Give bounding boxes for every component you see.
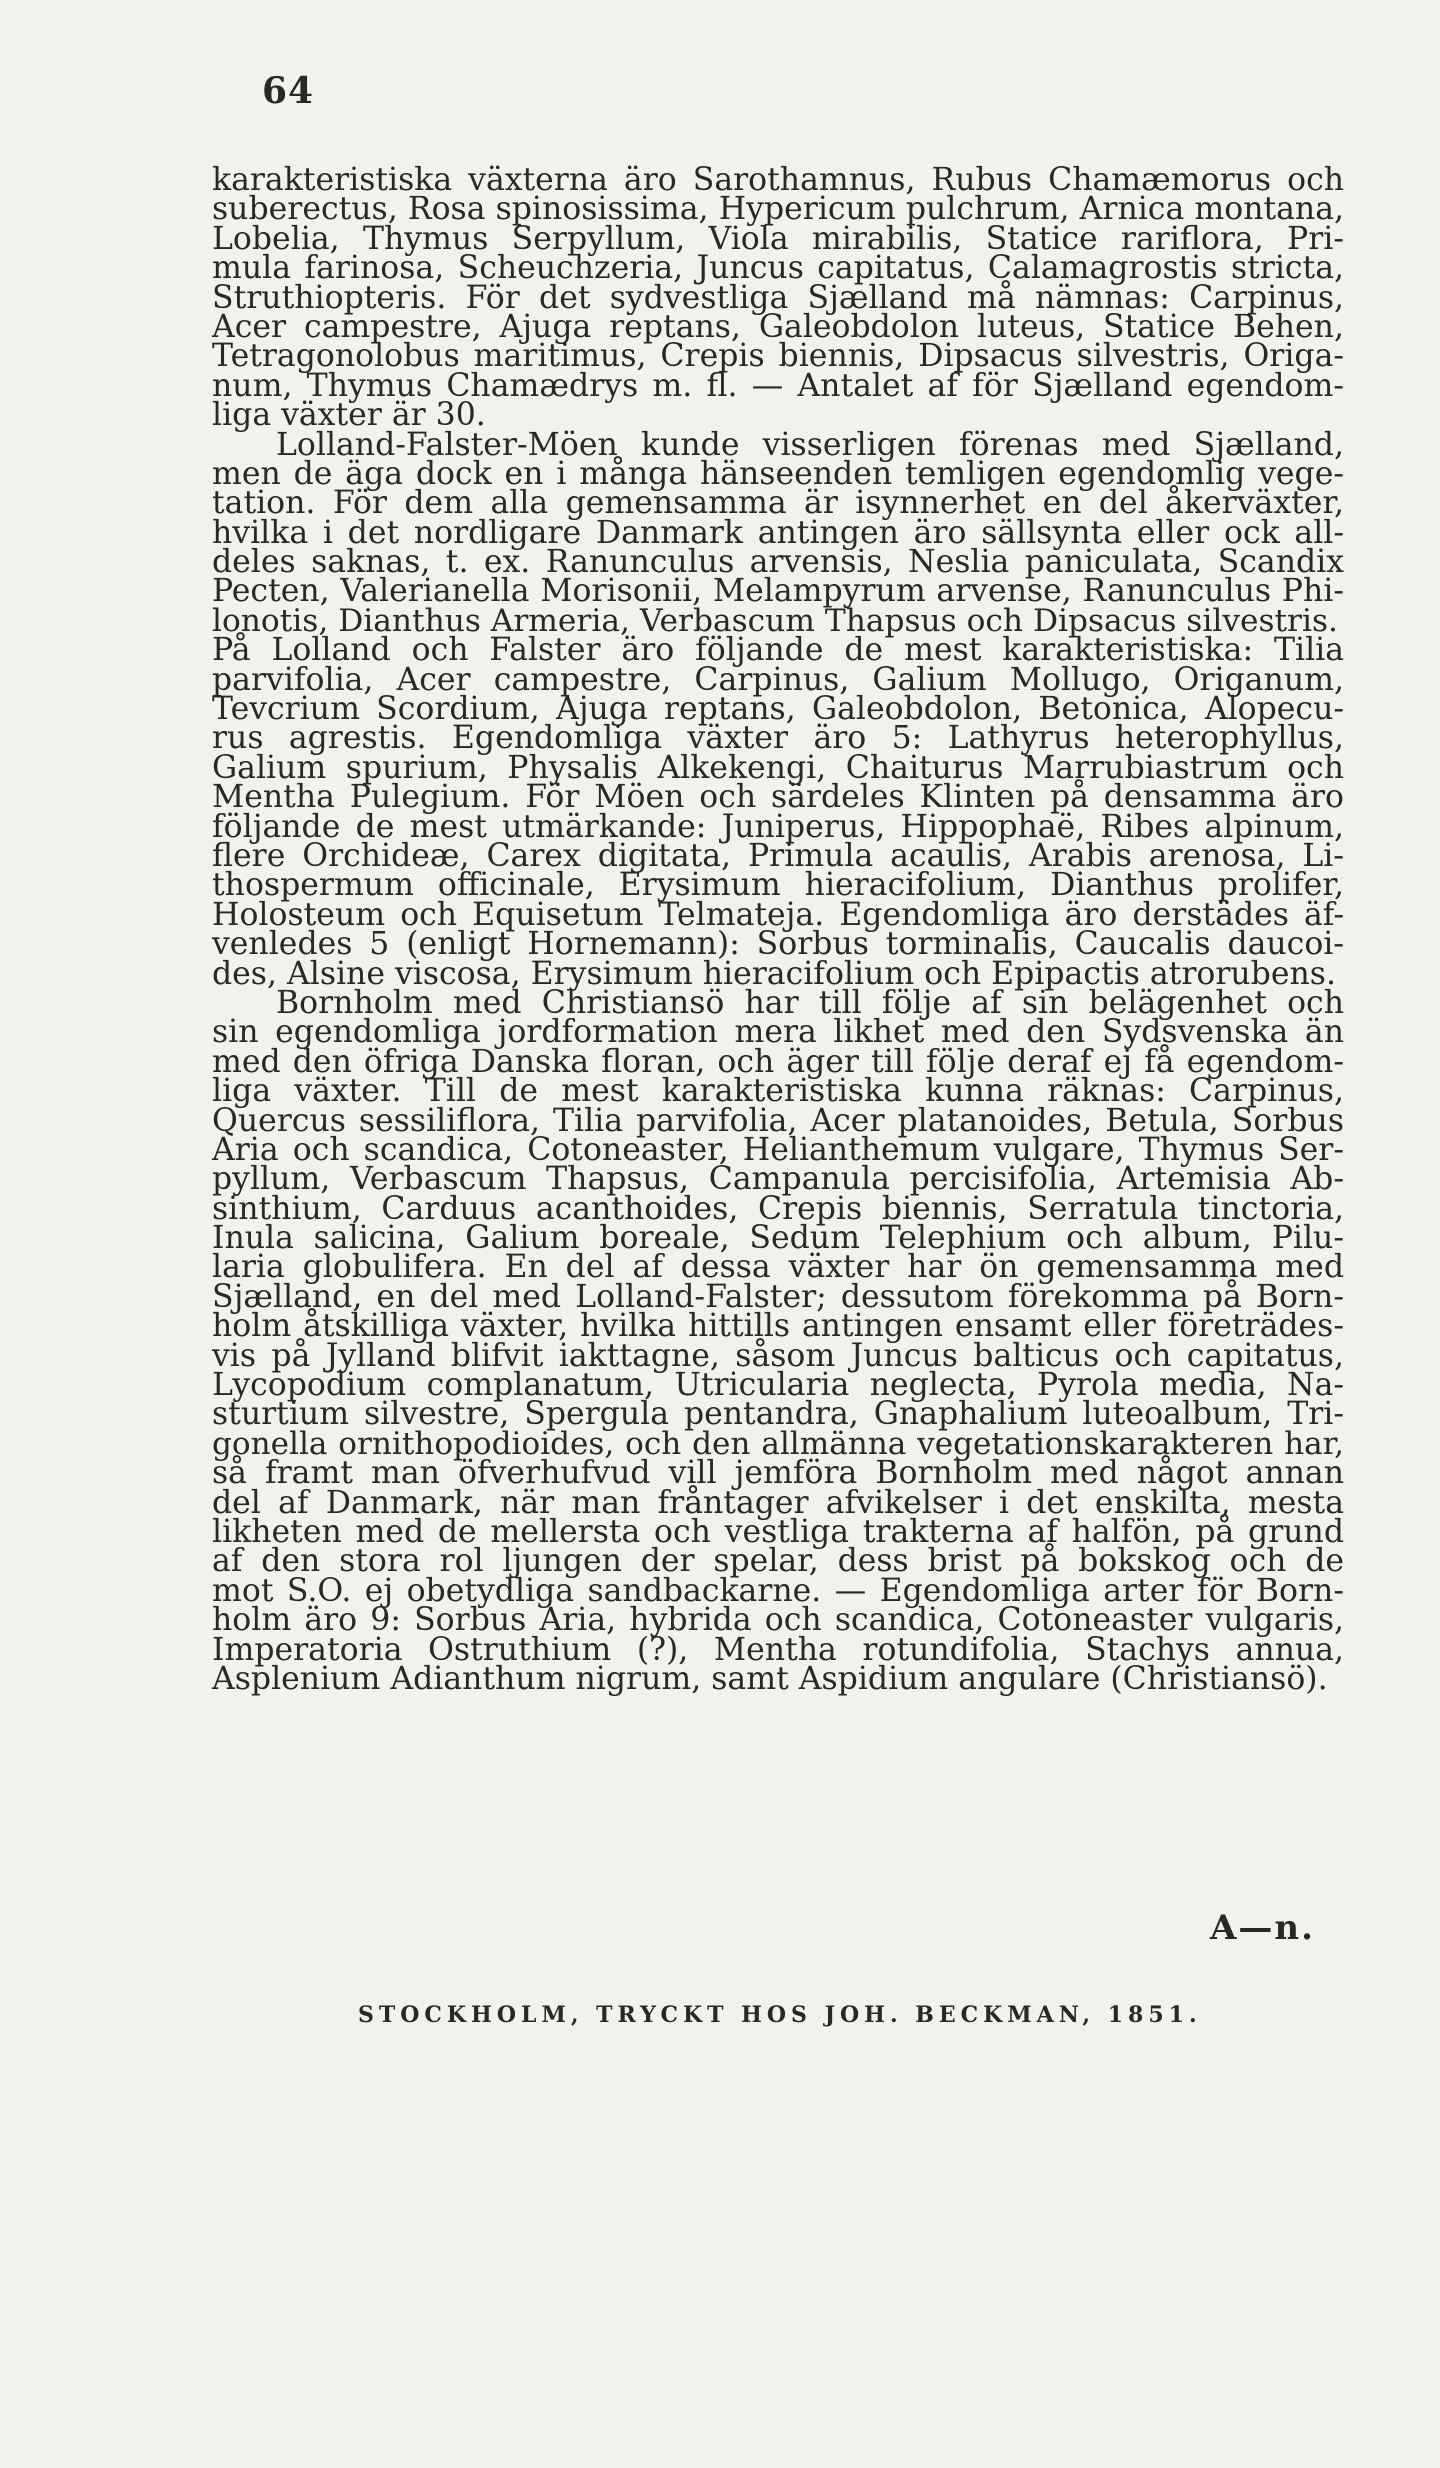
text-line: Asplenium Adianthum nigrum, samt Aspidium angulare (Christiansö). bbox=[212, 1660, 1328, 1697]
text-line: sturtium silvestre, Spergula pentandra, Gnaphalium luteoalbum, Tri- bbox=[212, 1396, 1344, 1433]
text-line: mot S.O. ej obetydliga sandbackarne. — Egendomliga arter för Born- bbox=[212, 1572, 1344, 1609]
text-line: mula farinosa, Scheuchzeria, Juncus capitatus, Calamagrostis stricta, bbox=[212, 250, 1344, 287]
text-line: hvilka i det nordligare Danmark antingen äro sällsynta eller ock all- bbox=[212, 514, 1344, 551]
printer-imprint: STOCKHOLM, TRYCKT HOS JOH. BECKMAN, 1851. bbox=[358, 2002, 1202, 2028]
text-line: Tevcrium Scordium, Ajuga reptans, Galeobdolon, Betonica, Alopecu- bbox=[212, 691, 1344, 728]
text-line: Holosteum och Equisetum Telmateja. Egendomliga äro derstädes äf- bbox=[212, 896, 1344, 933]
text-line: del af Danmark, när man fråntager afvikelser i det enskilta, mesta bbox=[212, 1484, 1344, 1521]
text-line: Aria och scandica, Cotoneaster, Helianthemum vulgare, Thymus Ser- bbox=[212, 1131, 1344, 1168]
text-line: med den öfriga Danska floran, och äger till följe deraf ej få egendom- bbox=[212, 1043, 1344, 1080]
text-line: gonella ornithopodioides, och den allmänna vegetationskarakteren har, bbox=[212, 1425, 1344, 1462]
page-number: 64 bbox=[262, 70, 315, 112]
text-line: thospermum officinale, Erysimum hieracifolium, Dianthus prolifer, bbox=[212, 867, 1344, 904]
text-line: Sjælland, en del med Lolland-Falster; dessutom förekomma på Born- bbox=[212, 1278, 1344, 1315]
text-line: Acer campestre, Ajuga reptans, Galeobdolon luteus, Statice Behen, bbox=[212, 308, 1344, 345]
text-line: lonotis, Dianthus Armeria, Verbascum Thapsus och Dipsacus silvestris. bbox=[212, 602, 1338, 639]
text-line: holm åtskilliga växter, hvilka hittills antingen ensamt eller företrädes- bbox=[212, 1308, 1344, 1345]
text-line: pyllum, Verbascum Thapsus, Campanula percisifolia, Artemisia Ab- bbox=[212, 1161, 1344, 1198]
text-line: så framt man öfverhufvud vill jemföra Bornholm med något annan bbox=[212, 1455, 1344, 1492]
text-line: venledes 5 (enligt Hornemann): Sorbus torminalis, Caucalis daucoi- bbox=[212, 926, 1344, 963]
text-line: men de äga dock en i många hänseenden temligen egendomlig vege- bbox=[212, 455, 1344, 492]
text-line: des, Alsine viscosa, Erysimum hieracifolium och Epipactis atrorubens. bbox=[212, 955, 1336, 992]
text-line: holm äro 9: Sorbus Aria, hybrida och scandica, Cotoneaster vulgaris, bbox=[212, 1602, 1344, 1639]
text-line: laria globulifera. En del af dessa växter har ön gemensamma med bbox=[212, 1249, 1344, 1286]
text-line: På Lolland och Falster äro följande de mest karakteristiska: Tilia bbox=[212, 632, 1344, 669]
author-signature: A—n. bbox=[1210, 1908, 1315, 1948]
text-line: Imperatoria Ostruthium (?), Mentha rotundifolia, Stachys annua, bbox=[212, 1631, 1344, 1668]
text-line: Struthiopteris. För det sydvestliga Sjælland må nämnas: Carpinus, bbox=[212, 279, 1344, 316]
text-line: suberectus, Rosa spinosissima, Hypericum pulchrum, Arnica montana, bbox=[212, 191, 1344, 228]
text-line: Quercus sessiliflora, Tilia parvifolia, Acer platanoides, Betula, Sorbus bbox=[212, 1102, 1344, 1139]
text-line: flere Orchideæ, Carex digitata, Primula acaulis, Arabis arenosa, Li- bbox=[212, 837, 1344, 874]
text-line: följande de mest utmärkande: Juniperus, Hippophaë, Ribes alpinum, bbox=[212, 808, 1344, 845]
text-line: karakteristiska växterna äro Sarothamnus, Rubus Chamæmorus och bbox=[212, 162, 1344, 198]
text-line: Lobelia, Thymus Serpyllum, Viola mirabilis, Statice rariflora, Pri- bbox=[212, 220, 1344, 257]
body-text bbox=[212, 162, 1344, 1697]
text-line: af den stora rol ljungen der spelar, dess brist på bokskog och de bbox=[212, 1543, 1344, 1580]
text-line: likheten med de mellersta och vestliga trakterna af halfön, på grund bbox=[212, 1513, 1344, 1550]
text-line: Lycopodium complanatum, Utricularia neglecta, Pyrola media, Na- bbox=[212, 1367, 1344, 1404]
text-line: sin egendomliga jordformation mera likhet med den Sydsvenska än bbox=[212, 1014, 1344, 1051]
text-line: deles saknas, t. ex. Ranunculus arvensis, Neslia paniculata, Scandix bbox=[212, 544, 1344, 581]
text-line: Lolland-Falster-Möen kunde visserligen förenas med Sjælland, bbox=[276, 426, 1344, 463]
text-line: Tetragonolobus maritimus, Crepis biennis, Dipsacus silvestris, Origa- bbox=[212, 338, 1344, 375]
text-line: rus agrestis. Egendomliga växter äro 5: Lathyrus heterophyllus, bbox=[212, 720, 1344, 757]
text-line: liga växter är 30. bbox=[212, 397, 486, 434]
text-line: Bornholm med Christiansö har till följe af sin belägenhet och bbox=[276, 984, 1344, 1021]
text-line: Mentha Pulegium. För Möen och särdeles Klinten på densamma äro bbox=[212, 779, 1344, 816]
text-line: vis på Jylland blifvit iakttagne, såsom Juncus balticus och capitatus, bbox=[212, 1337, 1344, 1374]
text-line: sinthium, Carduus acanthoides, Crepis biennis, Serratula tinctoria, bbox=[212, 1190, 1344, 1227]
text-line: Galium spurium, Physalis Alkekengi, Chaiturus Marrubiastrum och bbox=[212, 749, 1344, 786]
text-line: parvifolia, Acer campestre, Carpinus, Galium Mollugo, Origanum, bbox=[212, 661, 1344, 698]
text-line: liga växter. Till de mest karakteristiska kunna räknas: Carpinus, bbox=[212, 1073, 1344, 1110]
text-line: Inula salicina, Galium boreale, Sedum Telephium och album, Pilu- bbox=[212, 1220, 1344, 1257]
text-line: Pecten, Valerianella Morisonii, Melampyrum arvense, Ranunculus Phi- bbox=[212, 573, 1344, 610]
text-line: num, Thymus Chamædrys m. fl. — Antalet af för Sjælland egendom- bbox=[212, 367, 1344, 404]
text-line: tation. För dem alla gemensamma är isynnerhet en del åkerväxter, bbox=[212, 485, 1344, 522]
